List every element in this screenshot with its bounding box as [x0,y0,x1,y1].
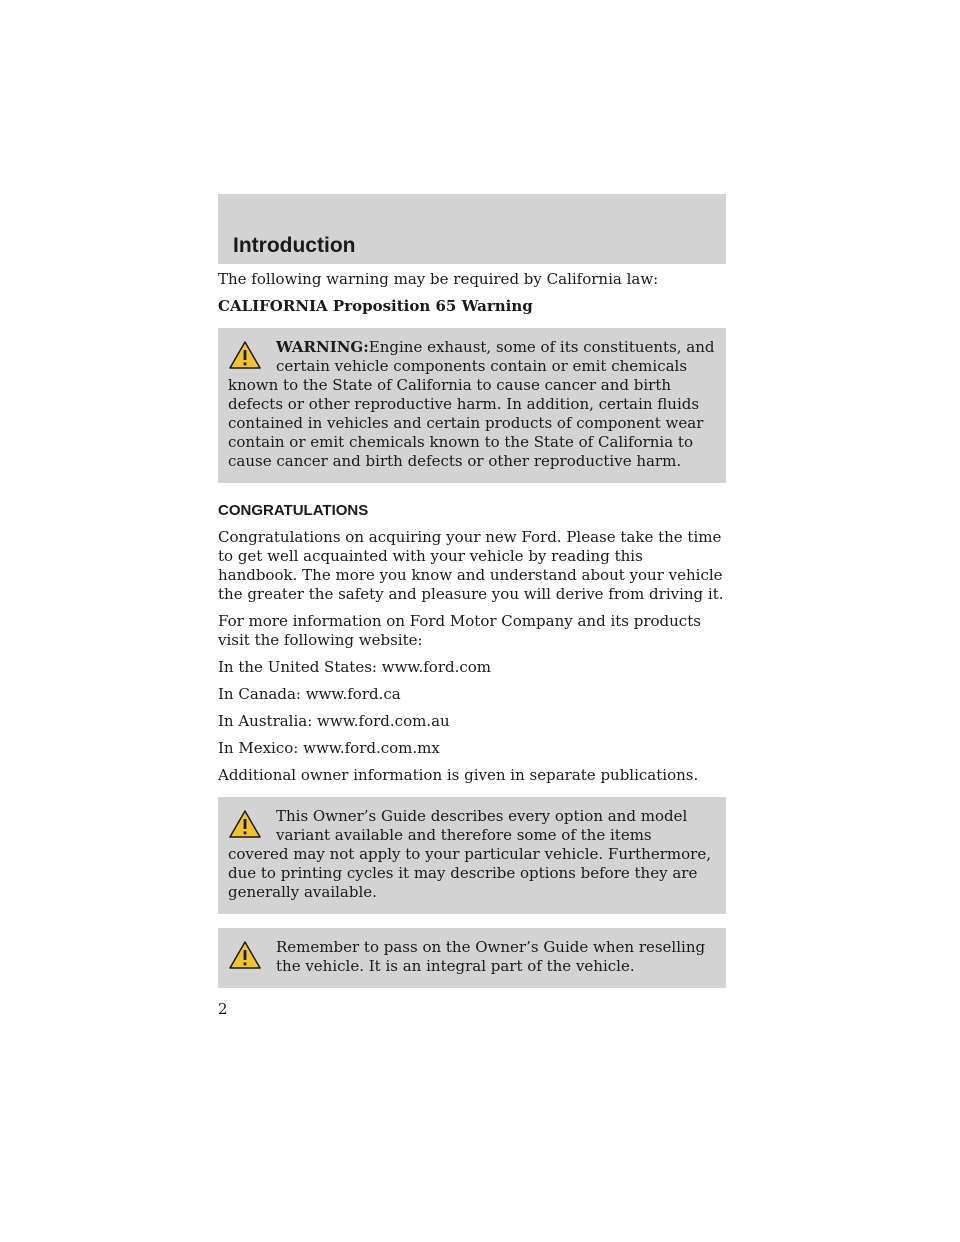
warning-label: WARNING: [276,338,369,356]
owners-guide-note-text: This Owner’s Guide describes every option and model variant available and therefore some of the items covered may not apply to your particular vehicle. Furthermore, due to printing cycles it may describe options before they are generally available. [228,807,711,901]
page-content [218,270,726,1002]
congrats-paragraph-2: For more information on Ford Motor Company and its products visit the following website: [218,612,701,649]
prop65-warning-box [218,328,726,483]
page-number: 2 [218,1000,228,1018]
prop65-warning-text [228,338,716,471]
warning-body: Engine exhaust, some of its constituents, and certain vehicle components contain or emit chemicals known to the State of California to cause cancer and birth defects or other reproductive harm. In addition, certain fluids contained in vehicles and certain products of component wear contain or emit chemicals known to the State of California to cause cancer and birth defects or other reproductive harm. [228,338,715,470]
website-mexico: In Mexico: www.ford.com.mx [218,739,440,757]
owners-guide-note-box [218,797,726,914]
resale-note-text: Remember to pass on the Owner’s Guide when reselling the vehicle. It is an integral part of the vehicle. [276,938,706,975]
congrats-paragraph-1: Congratulations on acquiring your new Ford. Please take the time to get well acquainted with your vehicle by reading this handbook. The more you know and understand about your vehicle the greater the safety and pleasure you will derive from driving it. [218,528,724,603]
congrats-paragraph-3: Additional owner information is given in separate publications. [218,766,699,784]
website-us: In the United States: www.ford.com [218,658,492,676]
warning-triangle-icon [228,340,262,370]
congratulations-heading: CONGRATULATIONS [218,502,369,519]
prop65-title: CALIFORNIA Proposition 65 Warning [218,297,533,315]
section-title: Introduction [233,234,356,257]
website-canada: In Canada: www.ford.ca [218,685,401,703]
intro-line: The following warning may be required by California law: [218,270,659,288]
warning-triangle-icon [228,809,262,839]
section-header [218,194,726,264]
resale-note-box [218,928,726,988]
website-australia: In Australia: www.ford.com.au [218,712,450,730]
warning-triangle-icon [228,940,262,970]
